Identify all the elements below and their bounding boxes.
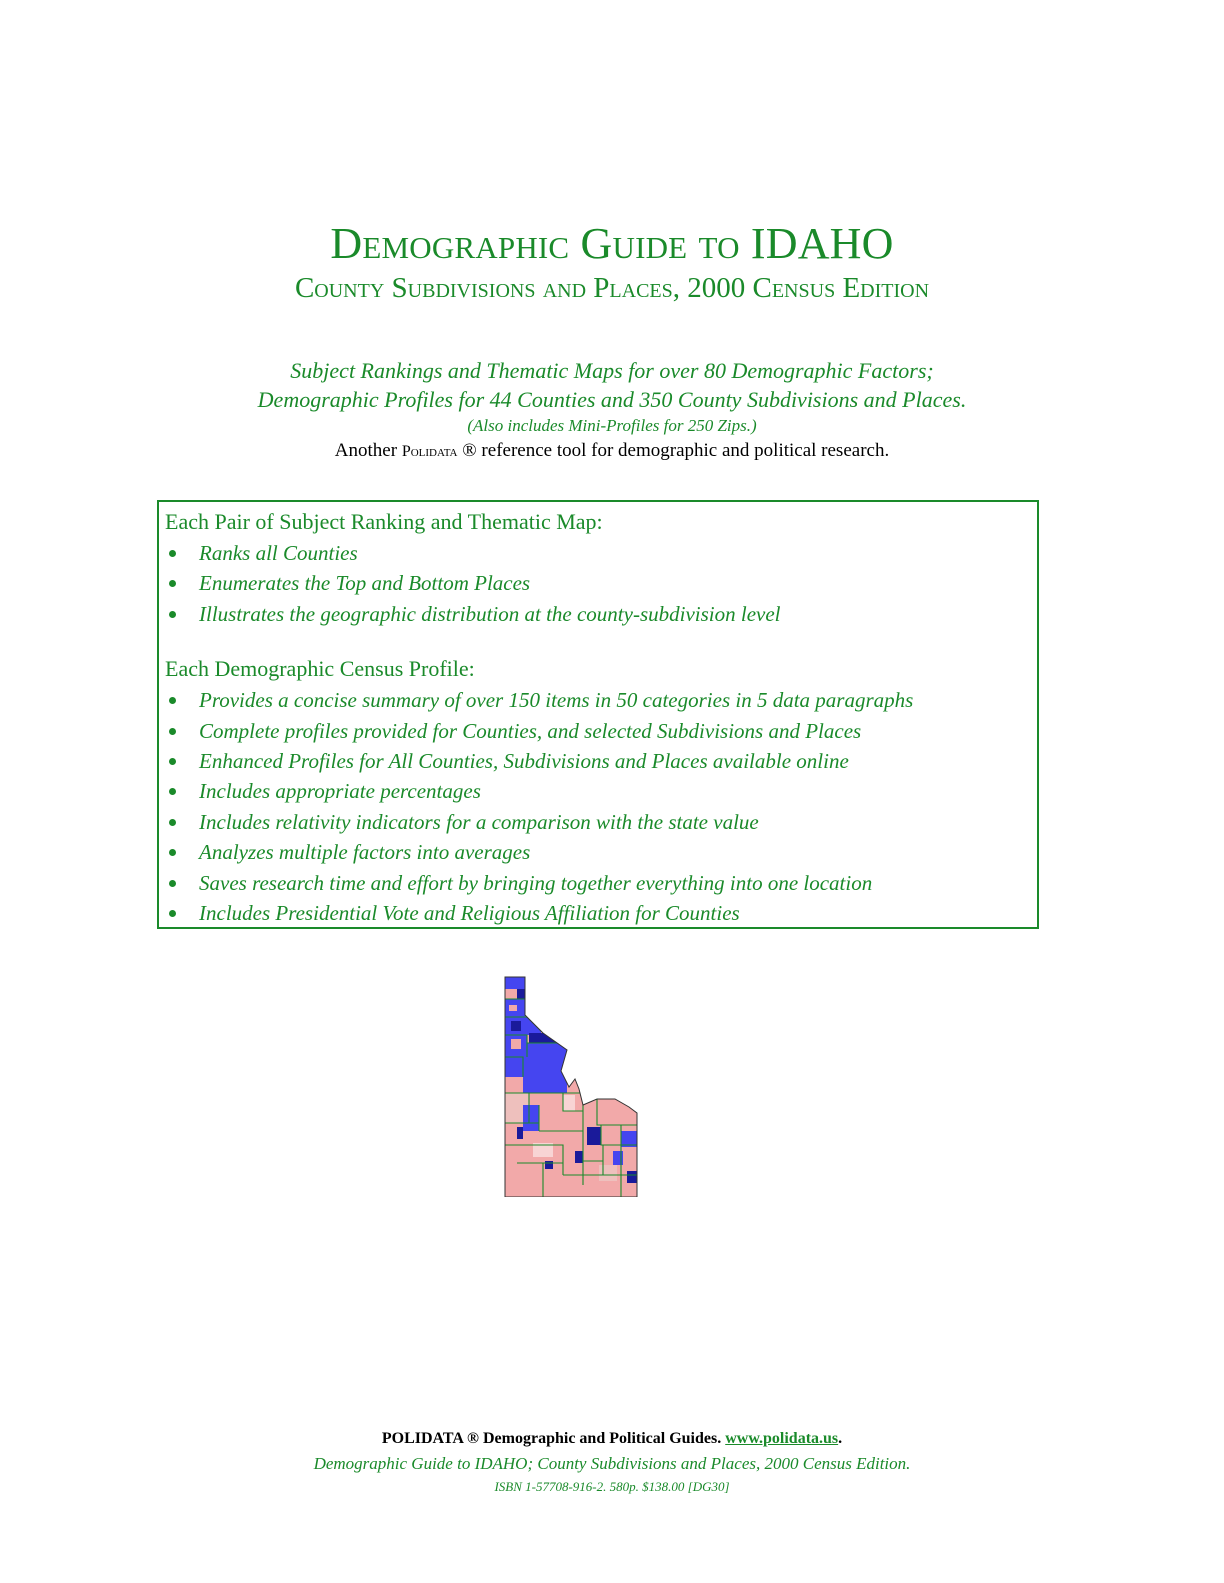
map-region bbox=[523, 1043, 567, 1093]
tagline-line-3: (Also includes Mini-Profiles for 250 Zips.) bbox=[467, 416, 757, 435]
rankings-list bbox=[165, 538, 1031, 629]
map-region bbox=[509, 1005, 517, 1011]
map-region bbox=[505, 1057, 523, 1077]
list-item: Enhanced Profiles for All Counties, Subdivisions and Places available online bbox=[165, 746, 1031, 776]
map-region bbox=[575, 1151, 583, 1163]
bullet-icon bbox=[169, 880, 176, 887]
tagline-line-1: Subject Rankings and Thematic Maps for over 80 Demographic Factors; bbox=[290, 358, 934, 383]
bullet-icon bbox=[169, 788, 176, 795]
list-item: Saves research time and effort by bringing together everything into one location bbox=[165, 868, 1031, 898]
map-region bbox=[545, 1161, 553, 1169]
list-item: Illustrates the geographic distribution at the county-subdivision level bbox=[165, 599, 1031, 629]
list-item: Ranks all Counties bbox=[165, 538, 1031, 568]
list-item: Includes relativity indicators for a comparison with the state value bbox=[165, 807, 1031, 837]
section-heading-profile: Each Demographic Census Profile: bbox=[165, 656, 475, 682]
tagline-pre: Another bbox=[334, 440, 402, 461]
tagline-post: ® reference tool for demographic and political research. bbox=[457, 440, 890, 461]
bullet-icon bbox=[169, 728, 176, 735]
feature-box bbox=[157, 500, 1039, 929]
map-region bbox=[517, 989, 525, 999]
list-item: Complete profiles provided for Counties, and selected Subdivisions and Places bbox=[165, 716, 1031, 746]
tagline-line-2: Demographic Profiles for 44 Counties and 350 County Subdivisions and Places. bbox=[257, 387, 967, 412]
list-item: Includes Presidential Vote and Religious Affiliation for Counties bbox=[165, 898, 1031, 928]
map-region bbox=[517, 1127, 523, 1139]
map-region bbox=[523, 1105, 539, 1131]
bullet-icon bbox=[169, 910, 176, 917]
page-title: Demographic Guide to IDAHO bbox=[330, 219, 894, 268]
map-region bbox=[505, 989, 517, 999]
bullet-icon bbox=[169, 611, 176, 618]
map-region bbox=[529, 1033, 563, 1043]
list-item: Includes appropriate percentages bbox=[165, 776, 1031, 806]
list-item: Analyzes multiple factors into averages bbox=[165, 837, 1031, 867]
profile-list bbox=[165, 685, 1031, 928]
map-region bbox=[627, 1171, 637, 1183]
map-region bbox=[587, 1127, 601, 1145]
map-region bbox=[511, 1039, 521, 1049]
footer-line-2: Demographic Guide to IDAHO; County Subdivisions and Places, 2000 Census Edition. bbox=[313, 1454, 911, 1473]
footer-publisher: POLIDATA ® Demographic and Political Guides. bbox=[381, 1430, 726, 1447]
bullet-icon bbox=[169, 819, 176, 826]
bullet-icon bbox=[169, 550, 176, 557]
tagline-line-4 bbox=[0, 440, 1224, 462]
list-item: Provides a concise summary of over 150 items in 50 categories in 5 data paragraphs bbox=[165, 685, 1031, 715]
map-region bbox=[511, 1021, 521, 1031]
polidata-link[interactable]: www.polidata.us bbox=[725, 1430, 839, 1447]
list-item: Enumerates the Top and Bottom Places bbox=[165, 568, 1031, 598]
bullet-icon bbox=[169, 849, 176, 856]
idaho-thematic-map bbox=[503, 975, 639, 1197]
bullet-icon bbox=[169, 580, 176, 587]
section-heading-rankings: Each Pair of Subject Ranking and Thematic Map: bbox=[165, 509, 603, 534]
polidata-brand: Polidata bbox=[401, 443, 458, 460]
map-region bbox=[599, 1165, 617, 1181]
footer-period: . bbox=[838, 1430, 843, 1447]
footer-line-1 bbox=[0, 1430, 1224, 1448]
map-region bbox=[563, 1095, 575, 1111]
footer-isbn: ISBN 1-57708-916-2. 580p. $138.00 [DG30] bbox=[494, 1479, 730, 1494]
bullet-icon bbox=[169, 758, 176, 765]
bullet-icon bbox=[169, 697, 176, 704]
page-subtitle: County Subdivisions and Places, 2000 Census Edition bbox=[294, 272, 930, 304]
map-region bbox=[505, 977, 525, 989]
